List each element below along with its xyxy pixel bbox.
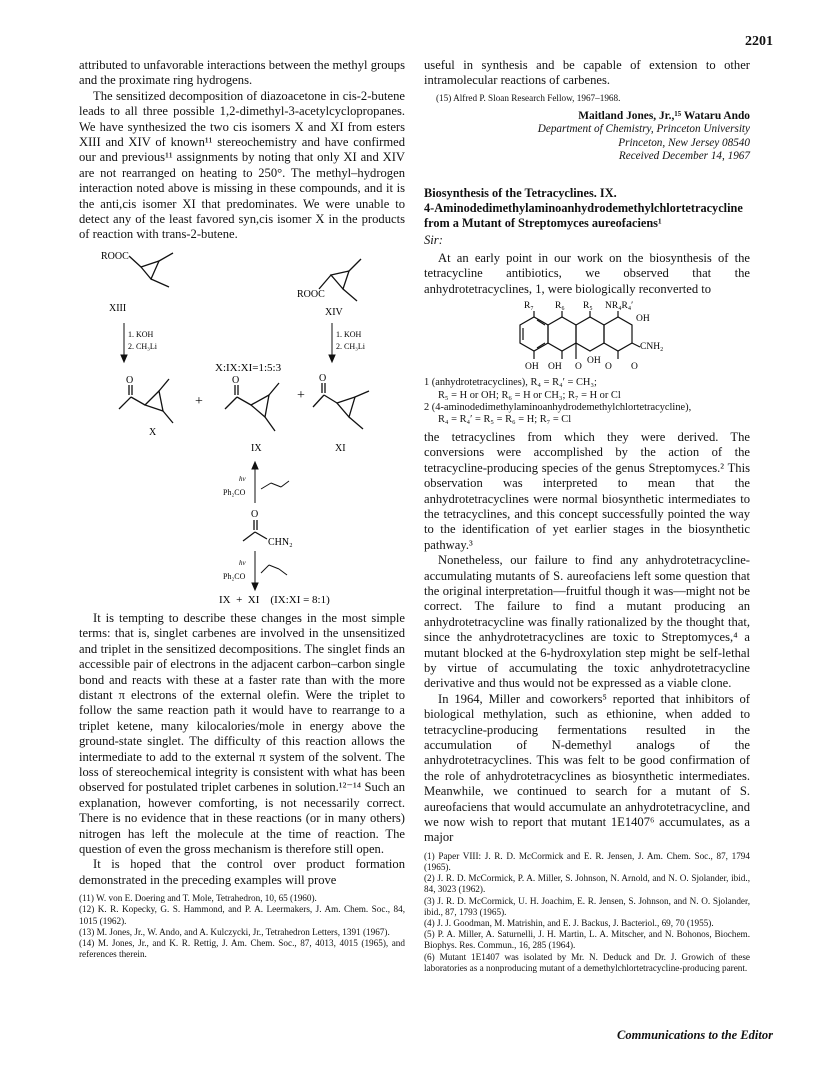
scheme-hv-1: hν	[239, 474, 246, 483]
diazoacetone-structure	[243, 520, 267, 541]
left-paragraph-3: It is tempting to describe these changes in the most simple terms: that is, singlet carbenes are involved in the unsensitized and triplet in the sensitized decompositions. The singlet finds an accessible pair of electrons in the adjacent carbon–carbon single bond and reacts with these at a faster rate than with the more distant π electrons of the external olefin. Were the triplet to follow the same reaction path it would have to rearrange to a triplet ketene, many kilocalories/mole in energy above the ground-state singlet. The difficulty of this reaction allows the intermediate to add to the external π system of the solvent. The loss of stereochemical integrity is consistent with what has been observed for postulated triplet carbenes in solution.¹²⁻¹⁴ Such an explanation, however comforting, is not necessarily correct. There is no evidence that in these reactions (or in many others) nitrogen has left the molecule at the time of reaction. The question of even the gross mechanism is therefore still open.	[79, 610, 405, 856]
struct-o-2: O	[605, 362, 612, 373]
footnote-3: (3) J. R. D. McCormick, U. H. Joachim, E. R. Jensen, S. Johnson, and N. O. Sjolander, ibid., 87, 1793 (1965).	[424, 895, 750, 917]
struct-oh-2: OH	[548, 362, 562, 373]
footnote-2: (2) J. R. D. McCormick, P. A. Miller, S. Johnson, N. Arnold, and N. O. Sjolander, ibid., 84, 3023 (1962).	[424, 873, 750, 895]
author-names: Maitland Jones, Jr.,¹⁵ Wataru Ando	[578, 110, 750, 123]
struct-r6: R₆	[555, 301, 565, 312]
scheme-arrow-down-2	[252, 551, 287, 590]
scheme-o-diazo: O	[251, 508, 259, 520]
right-paragraph-2: At an early point in our work on the biosynthesis of the tetracycline antibiotics, we observed that the anhydrotetracyclines, 1, were biologically reconverted to	[424, 251, 750, 296]
right-paragraph-1: useful in synthesis and be capable of extension to other intramolecular reactions of carbenes.	[424, 58, 750, 88]
right-paragraph-4: Nonetheless, our failure to find any anhydrotetracycline-accumulating mutants of S. aureofaciens left some question that the original interpretation—fruitful though it was—might not be correct. The failure to find a mutant producing an anhydrotetracycline was finally rationalized by the thought that, since the anhydrotetracyclines are toxic to Streptomyces,⁴ a mutant blocked at the 6-hydroxylation step might be self-lethal by virtue of accumulating the toxic anhydrotetracycline derivative and thus would not be expressed as a viable clone.	[424, 553, 750, 691]
footnote-4: (4) J. J. Goodman, M. Matrishin, and E. J. Backus, J. Bacteriol., 69, 70 (1955).	[424, 918, 714, 929]
scheme-ratio-1: X:IX:XI=1:5:3	[215, 361, 282, 374]
scheme-o-ix: O	[232, 374, 240, 386]
left-column	[79, 58, 405, 960]
footnote-15: (15) Alfred P. Sloan Research Fellow, 1967–1968.	[436, 92, 621, 103]
tetracycline-rings	[520, 311, 640, 359]
scheme-hv-2: hν	[239, 558, 246, 567]
right-footnotes	[424, 851, 750, 974]
salutation: Sir:	[424, 232, 443, 247]
ester-xiii-structure	[129, 253, 173, 287]
scheme-ch3li-2: 2. CH₃Li	[336, 341, 366, 351]
scheme-label-ix: IX	[251, 442, 262, 454]
scheme-rooc-1: ROOC	[101, 250, 129, 262]
footnote-1: (1) Paper VIII: J. R. D. McCormick and E. R. Jensen, J. Am. Chem. Soc., 87, 1794 (1965).	[424, 850, 750, 873]
footnote-13: (13) M. Jones, Jr., W. Ando, and A. Kulczycki, Jr., Tetrahedron Letters, 1391 (1967).	[79, 926, 390, 937]
reaction-scheme	[79, 245, 405, 605]
scheme-arrow-up	[252, 462, 289, 503]
tetracycline-structure	[424, 297, 750, 377]
compound-1-line-1: 1 (anhydrotetracyclines), R₄ = R₄′ = CH₃;	[424, 377, 597, 389]
compound-1-line-2: R₅ = H or OH; R₆ = H or CH₃; R₇ = H or Cl	[438, 389, 621, 401]
scheme-label-xiii: XIII	[109, 302, 127, 314]
scheme-o-xi: O	[319, 372, 327, 384]
compound-2-line-1: 2 (4-aminodedimethylaminoanhydrodemethylchlortetracycline),	[424, 402, 692, 414]
author-department: Department of Chemistry, Princeton University	[537, 123, 750, 136]
footnote-5: (5) P. A. Miller, A. Saturnelli, J. H. Martin, L. A. Mitscher, and N. Bohonos, Biochem. Biophys. Res. Commun., 16, 285 (1964).	[424, 929, 750, 951]
struct-nr4: NR₄R₄′	[605, 301, 634, 312]
left-footnotes	[79, 893, 405, 960]
struct-conh2: CNH₂	[640, 342, 664, 353]
scheme-ch3li-1: 2. CH₃Li	[128, 341, 158, 351]
struct-oh-1: OH	[525, 362, 539, 373]
scheme-o-x: O	[126, 374, 134, 386]
right-column	[424, 58, 750, 974]
footnote-14: (14) M. Jones, Jr., and K. R. Rettig, J. Am. Chem. Soc., 87, 4013, 4015 (1965), and references therein.	[79, 938, 405, 960]
struct-r5: R₅	[583, 301, 593, 312]
left-paragraph-2: The sensitized decomposition of diazoacetone in cis-2-butene leads to all three possible 1,2-dimethyl-3-acetylcyclopropanes. We have synthesized the two cis isomers X and XI from esters XIII and XIV of known¹¹ stereochemistry and have confirmed our and previous¹¹ assignments by noting that only XI and XIV are not rearranged on heating to 250°. The methyl–hydrogen interaction noted above is missing in these compounds, and it is the anti,cis isomer XI that predominates. We were unable to detect any of the least favored syn,cis isomer X in the products of reaction with trans-2-butene.	[79, 88, 405, 242]
scheme-koh-1: 1. KOH	[128, 329, 154, 339]
page-number: 2201	[745, 34, 773, 49]
compound-2-line-2: R₄ = R₄′ = R₅ = R₆ = H; R₇ = Cl	[438, 414, 572, 426]
scheme-label-x: X	[149, 426, 157, 438]
scheme-chn2: CHN₂	[268, 536, 293, 548]
scheme-label-xiv: XIV	[325, 306, 343, 318]
struct-oh-3: OH	[587, 356, 601, 367]
struct-o-1: O	[575, 362, 582, 373]
page-footer: Communications to the Editor	[617, 1028, 773, 1042]
article-title-line-2: 4-Aminodedimethylaminoanhydrodemethylchlortetracycline from a Mutant of Streptomyces aureofaciens¹	[424, 200, 743, 230]
scheme-plus-2: +	[297, 387, 305, 403]
footnote-6: (6) Mutant 1E1407 was isolated by Mr. N. Deduck and Dr. J. Growich of these laboratories as a nonproducing mutant of a demethylchlortetracycline-producing parent.	[424, 951, 750, 973]
footnote-11: (11) W. von E. Doering and T. Mole, Tetrahedron, 10, 65 (1960).	[79, 893, 317, 904]
ketone-xi-structure	[313, 383, 369, 429]
author-city: Princeton, New Jersey 08540	[618, 136, 750, 149]
scheme-label-xi: XI	[335, 442, 346, 454]
scheme-plus-1: +	[195, 393, 203, 409]
struct-o-amide: O	[631, 362, 638, 373]
struct-oh-top: OH	[636, 314, 650, 325]
scheme-final-products: IX + XI (IX:XI = 8:1)	[219, 593, 330, 605]
scheme-rooc-2: ROOC	[297, 288, 325, 300]
right-paragraph-5: In 1964, Miller and coworkers⁵ reported that inhibitors of biological methylation, such as ethionine, when added to tetracycline-producing fermentations resulted in the accumulation of N-demethyl analogs of the anhydrotetracyclines. This was felt to be good confirmation of the role of anhydrotetracyclines as biosynthetic intermediates. Meanwhile, we continued to search for a mutant of S. aureofaciens that would accumulate an anhydrotetracycline, and we now wish to report that mutant 1E1407⁶ accumulates, as a major	[424, 691, 750, 845]
scheme-koh-2: 1. KOH	[336, 329, 362, 339]
right-paragraph-3: the tetracyclines from which they were derived. The conversions were accomplished by the action of the tetracycline-producing species of the genus Streptomyces.² This observation was interpreted to mean that the anhydrotetracyclines were normal biosynthetic intermediates to the tetracyclines, and this concept successfully pointed the way to the identification of yet earlier stages in the biosynthetic pathway.³	[424, 429, 750, 552]
footnote-12: (12) K. R. Kopecky, G. S. Hammond, and P. A. Leermakers, J. Am. Chem. Soc., 84, 1015 (1962).	[79, 904, 405, 926]
left-paragraph-1: attributed to unfavorable interactions between the methyl groups and the proximate ring hydrogens.	[79, 58, 405, 88]
ester-xiv-structure	[319, 259, 361, 301]
left-paragraph-4: It is hoped that the control over product formation demonstrated in the preceding examples will prove	[79, 857, 405, 887]
ketone-ix-structure	[225, 383, 279, 431]
scheme-ph2co-2: Ph₂CO	[223, 571, 246, 581]
struct-r7: R₇	[524, 301, 534, 312]
received-date: Received December 14, 1967	[618, 150, 750, 163]
article-title-line-1: Biosynthesis of the Tetracyclines. IX.	[424, 185, 617, 200]
scheme-ph2co-1: Ph₂CO	[223, 487, 246, 497]
